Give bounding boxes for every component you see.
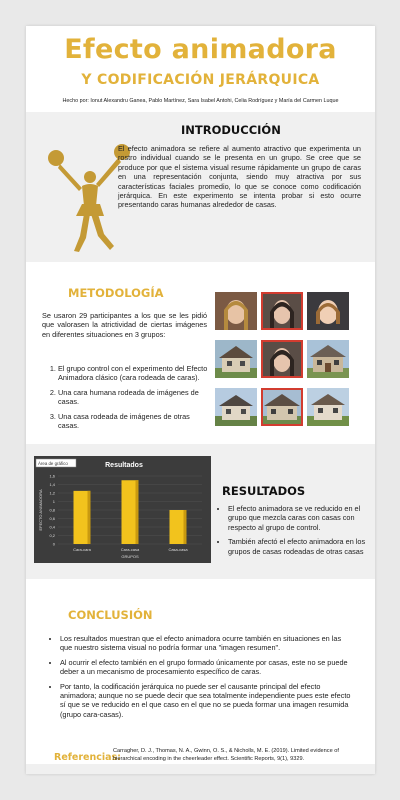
house-photo bbox=[215, 388, 257, 426]
method-heading: METODOLOGÍA bbox=[68, 286, 164, 300]
poster-title: Efecto animadora bbox=[64, 34, 337, 65]
bar-shade bbox=[136, 480, 139, 544]
authors: Hecho por: Ionut Alexandru Ganea, Pablo Martínez, Sara Isabel Antohi, Celia Rodríguez y María del Carmen Luque bbox=[62, 98, 339, 104]
results-chart bbox=[34, 456, 211, 563]
list-item: • El efecto animadora se ve reducido en el grupo que mezcla caras con casas con respecto al grupo de control. bbox=[228, 504, 366, 532]
house-photo bbox=[215, 340, 257, 378]
list-item: • También afectó el efecto animadora en los grupos de casas rodeadas de otras casas bbox=[228, 537, 366, 556]
y-tick-label: 0,4 bbox=[49, 524, 55, 530]
x-tick-label: Casa-casa bbox=[168, 547, 188, 552]
list-item: • Por tanto, la codificación jerárquica no puede ser el causante principal del efecto animadora; aunque no se puede decir que sea totalmente independiente pues este efecto sí que se ve reducido en el que caso en el que no se pueda formar una imagen resumida (grupo cara-casas). bbox=[60, 682, 353, 720]
y-tick-label: 1,2 bbox=[49, 490, 55, 496]
face-photo bbox=[307, 292, 349, 330]
chart-title: Resultados bbox=[105, 462, 143, 469]
intro-heading: INTRODUCCIÓN bbox=[181, 123, 281, 137]
y-tick-label: 0,6 bbox=[49, 516, 55, 521]
chart-area-label: Área de gráfico bbox=[38, 461, 68, 466]
poster bbox=[26, 26, 375, 774]
y-tick-label: 0,8 bbox=[49, 507, 55, 513]
x-tick-label: Cara-casa bbox=[120, 547, 140, 552]
results-list bbox=[216, 504, 366, 561]
y-tick-label: 1,6 bbox=[49, 473, 55, 479]
poster-subtitle: Y CODIFICACIÓN JERÁRQUICA bbox=[81, 72, 320, 88]
x-tick-label: Cara-cara bbox=[73, 547, 91, 552]
bar-shade bbox=[88, 491, 91, 544]
intro-text: El efecto animadora se refiere al aumento atractivo que experimenta un rostro individual cuando se le presenta en un grupo. Se cree que se produce por que el sistema visual resume rápidamente un grupo de caras en una representación conjunta, siendo muy atractiva por sus características faciales promedio, lo que se conoce como codificación jerárquica. En este experimento se intenta probar si esto ocurre presentando caras humanas alrededor de casas. bbox=[118, 144, 361, 210]
bar-shade bbox=[184, 510, 187, 544]
house-photo bbox=[307, 388, 349, 426]
list-item: 3. Una casa rodeada de imágenes de otras casas. bbox=[58, 412, 208, 431]
method-text: Se usaron 29 participantes a los que se les pidió que valorasen la atrictividad de ciertas imágenes en diferentes situaciones en 3 grupos: bbox=[42, 311, 207, 339]
references-text: Carragher, D. J., Thomas, N. A., Gwinn, O. S., & Nicholls, M. E. (2019). Limited evidence of hierarchical encoding in the cheerleader effect. Scientific Reports, 9(1), 9329. bbox=[113, 748, 339, 762]
conclusion-list bbox=[48, 634, 353, 724]
list-item: 2. Una cara humana rodeada de imágenes de casas. bbox=[58, 388, 208, 407]
list-item: • Los resultados muestran que el efecto animadora ocurre también en situaciones en las que nuestro sistema visual no podría formar una "imagen resumen". bbox=[60, 634, 353, 653]
y-tick-label: 1 bbox=[52, 499, 55, 504]
house-photo bbox=[307, 340, 349, 378]
references-label-text: Referencias: bbox=[54, 752, 121, 763]
method-list bbox=[46, 364, 208, 435]
house-photo bbox=[261, 388, 303, 426]
y-tick-label: 0,2 bbox=[49, 533, 55, 538]
references-section bbox=[26, 764, 375, 774]
face-photo bbox=[261, 292, 303, 330]
y-axis-label: EFECTO ANIMADORA bbox=[38, 489, 43, 531]
y-tick-label: 1,4 bbox=[49, 482, 55, 487]
y-tick-label: 0 bbox=[52, 541, 55, 547]
results-heading: RESULTADOS bbox=[222, 484, 306, 498]
conclusion-heading: CONCLUSIÓN bbox=[68, 608, 153, 622]
list-item: 1. El grupo control con el experimento del Efecto Animadora clásico (cara rodeada de caras). bbox=[58, 364, 208, 383]
face-photo bbox=[261, 340, 303, 378]
list-item: • Al ocurrir el efecto también en el grupo formado únicamente por casas, este no se puede deber a un mecanismo de procesamiento específico de caras. bbox=[60, 658, 353, 677]
face-photo bbox=[215, 292, 257, 330]
x-axis-label: GRUPOS bbox=[121, 554, 139, 559]
